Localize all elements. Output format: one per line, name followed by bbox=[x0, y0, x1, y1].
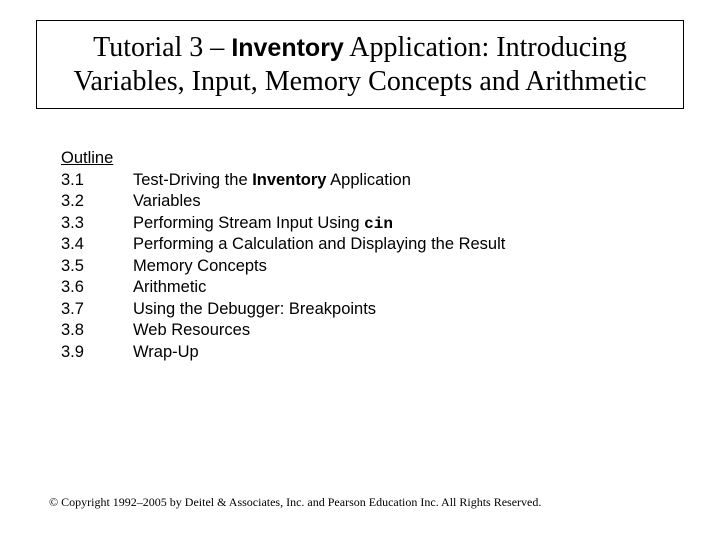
outline-item-text-post: Application bbox=[326, 170, 411, 189]
outline-item-number: 3.9 bbox=[61, 342, 84, 361]
title-prefix: Tutorial 3 – bbox=[93, 31, 232, 63]
title-line-1 bbox=[93, 31, 627, 65]
outline-item-number: 3.3 bbox=[61, 213, 84, 232]
outline-item-text: Variables bbox=[133, 192, 201, 210]
outline-item-text bbox=[133, 170, 411, 192]
copyright-footer: © Copyright 1992–2005 by Deitel & Associates, Inc. and Pearson Education Inc. All Rights Reserved. bbox=[49, 495, 542, 509]
outline-item bbox=[61, 256, 505, 278]
outline-item-number: 3.8 bbox=[61, 321, 84, 339]
outline-item-text bbox=[133, 213, 393, 235]
outline-item-text: Performing a Calculation and Displaying the Result bbox=[133, 235, 506, 253]
title-bold-word: Inventory bbox=[231, 33, 344, 62]
outline-item-text-pre: Test-Driving the bbox=[133, 170, 253, 189]
outline-item-number: 3.6 bbox=[61, 278, 84, 296]
outline-item-text: Using the Debugger: Breakpoints bbox=[133, 299, 377, 318]
outline-item-code: cin bbox=[364, 214, 393, 233]
outline-item-bold-word: Inventory bbox=[252, 170, 327, 189]
outline-item-number: 3.4 bbox=[61, 235, 84, 253]
title-line-2: Variables, Input, Memory Concepts and Arithmetic bbox=[73, 65, 647, 97]
outline-list bbox=[61, 148, 505, 363]
title-suffix: Application: Introducing bbox=[343, 31, 627, 63]
outline-item-text: Wrap-Up bbox=[133, 342, 199, 361]
outline-item bbox=[61, 170, 505, 192]
outline-item bbox=[61, 277, 505, 299]
outline-item-number: 3.7 bbox=[61, 299, 84, 318]
outline-item bbox=[61, 213, 505, 235]
outline-item bbox=[61, 342, 505, 364]
outline-item-number: 3.2 bbox=[61, 192, 84, 210]
outline-item bbox=[61, 320, 505, 342]
slide-title bbox=[36, 20, 684, 109]
outline-item bbox=[61, 191, 505, 213]
outline-item-number: 3.5 bbox=[61, 256, 84, 275]
outline-heading: Outline bbox=[61, 149, 114, 167]
outline-item bbox=[61, 299, 505, 321]
outline-item-text: Arithmetic bbox=[133, 278, 207, 296]
outline-item-text: Memory Concepts bbox=[133, 256, 267, 275]
outline-item-number: 3.1 bbox=[61, 170, 84, 189]
outline-item-text: Web Resources bbox=[133, 321, 251, 339]
outline-item bbox=[61, 234, 505, 256]
outline-item-text-main: Performing Stream Input Using bbox=[133, 213, 365, 232]
